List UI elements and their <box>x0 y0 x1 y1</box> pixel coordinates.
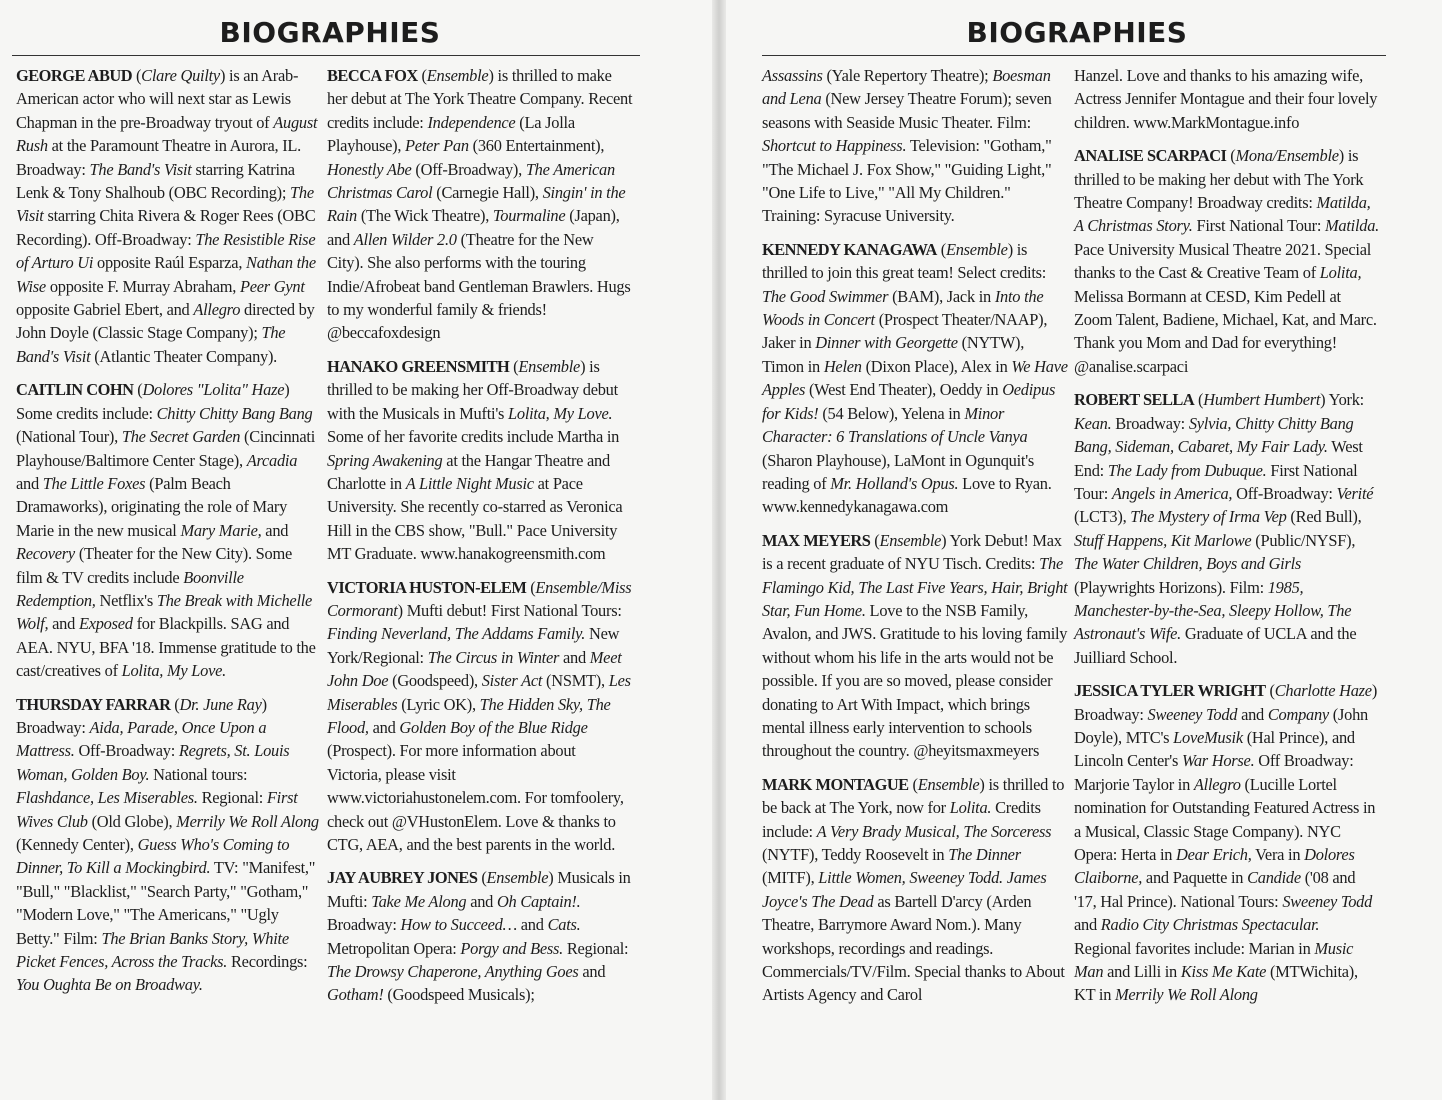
bio-text: Off-Broadway: <box>1232 483 1337 503</box>
bio-text: opposite Raúl Esparza, <box>93 253 247 273</box>
bio-entry: THURSDAY FARRAR (Dr. June Ray) Broadway: Aida, Parade, Once Upon a Mattress. Off-Broadway: Regrets, St. Louis Woman, Golden Boy. National tours: Flashdance, Les Miserables. Regional: First Wives Club (Old Globe), Merrily We Roll Along (Kennedy Center), Guess Who's Coming to Dinner, To Kill a Mockingbird. TV: "Manifest," "Bull," "Blacklist," "Search Party," "Gotham," "Modern Love," "The Americans," "Ugly Betty." Film: The Brian Banks Story, White Picket Fences, Across the Tracks. Recordings: You Oughta Be on Broadway. <box>16 694 319 995</box>
credit-title: Dear Erich, <box>1176 845 1252 864</box>
credit-title: Exposed <box>78 614 133 634</box>
credit-title: Kean. <box>1074 413 1112 433</box>
credit-title: You Oughta Be on Broadway. <box>16 975 203 995</box>
bio-text: West End: <box>1074 437 1363 480</box>
bio-text: and <box>1237 704 1268 724</box>
bio-text: Graduate of UCLA and the Juilliard School. <box>1074 624 1357 667</box>
performer-name: ANALISE SCARPACI <box>1074 146 1227 166</box>
bio-text: Recordings: <box>227 952 308 972</box>
bio-text: (Dixon Place), Alex in <box>861 356 1012 376</box>
performer-name: ROBERT SELLA <box>1074 390 1195 410</box>
credit-title: The Hidden Sky, The Flood, <box>327 694 611 737</box>
bio-text: Off-Broadway: <box>74 741 179 761</box>
credit-title: LoveMusik <box>1173 727 1243 747</box>
credit-title: Little Women, Sweeney Todd. James Joyce's The Dead <box>762 868 1047 911</box>
credit-title: Peter Pan <box>405 136 469 156</box>
role-name: Ensemble <box>945 239 1008 259</box>
bio-text: (Cincinnati Playhouse/Baltimore Center Stage), <box>16 427 316 470</box>
credit-title: Nathan the Wise <box>16 253 316 296</box>
bio-text: (Theatre for the New City). She also performs with the touring Indie/Afrobeat band Gentleman Brawlers. Hugs to my wonderful family & friends! @beccafoxdesign <box>327 229 631 343</box>
credit-title: Mary Marie, <box>180 520 262 540</box>
credit-title: War Horse. <box>1181 751 1255 771</box>
bio-text: York: <box>1325 390 1364 410</box>
credit-title: Allegro <box>1193 774 1241 794</box>
bio-entry: CAITLIN COHN (Dolores "Lolita" Haze) Some credits include: Chitty Chitty Bang Bang (National Tour), The Secret Garden (Cincinnati Playhouse/Baltimore Center Stage), Arcadia and The Little Foxes (Palm Beach Dramaworks), originating the role of Mary Marie in the new musical Mary Marie, and Recovery (Theater for the New City). Some film & TV credits include Boonville Redemption, Netflix's The Break with Michelle Wolf, and Exposed for Blackpills. SAG and AEA. NYU, BFA '18. Immense gratitude to the cast/creatives of Lolita, My Love. <box>16 380 316 681</box>
bio-text: for Blackpills. SAG and AEA. NYU, BFA '18. Immense gratitude to the cast/creatives of <box>16 614 316 681</box>
bio-text: (Atlantic Theater Company). <box>90 346 278 366</box>
credit-title: Verité <box>1336 483 1374 503</box>
bio-text: and <box>261 520 289 540</box>
credit-title: Lolita. <box>949 798 992 818</box>
bio-text: and <box>16 473 43 493</box>
bio-text: and <box>368 717 400 737</box>
bio-text: (Public/NYSF), <box>1251 530 1356 550</box>
credit-title: 1985, Manchester-by-the-Sea, Sleepy Hollow, The Astronaut's Wife. <box>1074 577 1352 644</box>
bio-entry: HANAKO GREENSMITH (Ensemble) is thrilled to be making her Off-Broadway debut with the Musicals in Mufti's Lolita, My Love. Some of her favorite credits include Martha in Spring Awakening at the Hangar Theatre and Charlotte in A Little Night Music at Pace University. She recently co-starred as Veronica Hill in the CBS show, "Bull." Pace University MT Graduate. www.hanakogreensmith.com <box>327 356 623 564</box>
credit-title: Tourmaline <box>492 206 566 226</box>
bio-text: Metropolitan Opera: <box>327 938 461 958</box>
credit-title: Lolita, <box>1319 263 1362 283</box>
bio-text: Regional favorites include: Marian in <box>1074 938 1315 958</box>
bio-text: (National Tour), <box>16 427 122 447</box>
credit-title: Oedipus for Kids! <box>762 380 1056 423</box>
bio-text: and <box>48 614 79 634</box>
credit-title: Chitty Chitty Bang Bang <box>156 403 313 423</box>
credit-title: Golden Boy of the Blue Ridge <box>399 717 588 737</box>
performer-name: KENNEDY KANAGAWA <box>762 239 937 259</box>
bio-text: (MTWichita), KT in <box>1074 962 1358 1005</box>
bio-text: (Yale Repertory Theatre); <box>822 66 993 85</box>
role-name: Ensemble <box>518 356 581 376</box>
bio-text: (Theater for the New City). Some film & TV credits include <box>16 544 293 587</box>
performer-name: GEORGE ABUD <box>16 66 133 85</box>
bio-text: (BAM), Jack in <box>888 286 995 306</box>
credit-title: The Good Swimmer <box>762 286 889 306</box>
credit-title: Take Me Along <box>371 891 467 911</box>
credit-title: Stuff Happens, Kit Marlowe <box>1074 530 1252 550</box>
credit-title: The Circus in Winter <box>427 647 560 667</box>
bio-text: and Paquette in <box>1142 868 1248 888</box>
bio-text: New York/Regional: <box>327 624 620 667</box>
bio-text: Vera in <box>1251 845 1305 864</box>
credit-title: The Secret Garden <box>121 427 241 447</box>
credit-title: Sylvia, Chitty Chitty Bang Bang, Sideman, Cabaret, My Fair Lady. <box>1074 413 1354 457</box>
performer-name: JESSICA TYLER WRIGHT <box>1074 681 1266 701</box>
credit-title: Cats. <box>547 915 581 935</box>
bio-text: Pace University Musical Theatre 2021. Special thanks to the Cast & Creative Team of <box>1074 239 1372 283</box>
credit-title: The Drowsy Chaperone, Anything Goes <box>327 962 579 982</box>
role-name: Ensemble <box>486 868 549 888</box>
page-gutter <box>712 0 726 1100</box>
bio-text: Television: "Gotham," "The Michael J. Fox Show," "Guiding Light," "One Life to Live," "All My Children." Training: Syracuse University. <box>762 136 1052 226</box>
credit-title: Minor Character: 6 Translations of Uncle Vanya <box>762 403 1028 447</box>
role-name: Clare Quilty <box>141 66 220 85</box>
credit-title: Allegro <box>193 300 241 320</box>
bio-text: and <box>466 891 497 911</box>
bio-text: (The Wick Theatre), <box>356 206 493 226</box>
credit-title: Angels in America, <box>1111 483 1233 503</box>
credit-title: Porgy and Bess. <box>460 938 563 958</box>
credit-title: Kiss Me Kate <box>1180 962 1267 982</box>
bio-entry: ROBERT SELLA (Humbert Humbert) York: Kean. Broadway: Sylvia, Chitty Chitty Bang Bang, Sideman, Cabaret, My Fair Lady. West End: The Lady from Dubuque. First National Tour: Angels in America, Off-Broadway: Verité (LCT3), The Mystery of Irma Vep (Red Bull), Stuff Happens, Kit Marlowe (Public/NYSF), The Water Children, Boys and Girls (Playwrights Horizons). Film: 1985, Manchester-by-the-Sea, Sleepy Hollow, The Astronaut's Wife. Graduate of UCLA and the Juilliard School. <box>1074 390 1374 667</box>
credit-title: August Rush <box>16 112 318 156</box>
bio-text: Regional: <box>197 788 267 808</box>
bio-text: (Prospect). For more information about Victoria, please visit www.victoriahustonelem.com. For tomfoolery, check out @VHustonElem. Love & thanks to CTG, AEA, and the best parents in the world. <box>327 741 624 854</box>
credit-title: The Break with Michelle Wolf, <box>16 590 313 634</box>
bio-text: (Prospect Theater/NAAP), Jaker in <box>762 310 1048 353</box>
right-page <box>726 0 1442 1100</box>
performer-name: MARK MONTAGUE <box>762 774 909 794</box>
bio-text: (Playwrights Horizons). Film: <box>1074 577 1268 597</box>
role-name: Humbert Humbert <box>1203 390 1321 410</box>
bio-text: (La Jolla Playhouse), <box>327 112 575 156</box>
bio-text: (Hal Prince), and Lincoln Center's <box>1074 727 1355 771</box>
bio-entry: KENNEDY KANAGAWA (Ensemble) is thrilled to join this great team! Select credits: The Good Swimmer (BAM), Jack in Into the Woods in Concert (Prospect Theater/NAAP), Jaker in Dinner with Georgette (NYTW), Timon in Helen (Dixon Place), Alex in We Have Apples (West End Theater), Oeddy in Oedipus for Kids! (54 Below), Yelena in Minor Character: 6 Translations of Uncle Vanya (Sharon Playhouse), LaMont in Ogunquit's reading of Mr. Holland's Opus. Love to Ryan. www.kennedykanagawa.com <box>762 239 1068 517</box>
bio-text: Love to Ryan. www.kennedykanagawa.com <box>762 473 1052 517</box>
credit-title: Matilda, A Christmas Story. <box>1074 193 1371 236</box>
credit-title: The Resistible Rise of Arturo Ui <box>16 229 316 273</box>
credit-title: Shortcut to Happiness. <box>762 136 907 156</box>
credit-title: The Band's Visit <box>89 159 192 179</box>
bio-text: (New Jersey Theatre Forum); seven seasons with Seaside Music Theater. Film: <box>762 89 1052 132</box>
performer-name: HANAKO GREENSMITH <box>327 356 510 376</box>
bio-text: (54 Below), Yelena in <box>818 403 965 423</box>
credit-title: The Water Children, Boys and Girls <box>1074 554 1302 574</box>
bio-text: is thrilled to be making her debut with The York Theatre Company! Broadway credits: <box>1074 146 1364 213</box>
bio-text: and <box>559 647 590 667</box>
performer-name: MAX MEYERS <box>762 530 871 550</box>
bio-text: is thrilled to make her debut at The York Theatre Company. Recent credits include: <box>327 66 633 132</box>
role-name: Ensemble <box>879 530 942 550</box>
bio-column <box>762 64 1068 1017</box>
bio-entry: BECCA FOX (Ensemble) is thrilled to make her debut at The York Theatre Company. Recent credits include: Independence (La Jolla Playhouse), Peter Pan (360 Entertainment), Honestly Abe (Off-Broadway), The American Christmas Carol (Carnegie Hall), Singin' in the Rain (The Wick Theatre), Tourmaline (Japan), and Allen Wilder 2.0 (Theatre for the New City). She also performs with the touring Indie/Afrobeat band Gentleman Brawlers. Hugs to my wonderful family & friends! @beccafoxdesign <box>327 66 633 343</box>
bio-text: (Lyric OK), <box>397 694 480 714</box>
bio-entry: JESSICA TYLER WRIGHT (Charlotte Haze) Broadway: Sweeney Todd and Company (John Doyle), MTC's LoveMusik (Hal Prince), and Lincoln Center's War Horse. Off Broadway: Marjorie Taylor in Allegro (Lucille Lortel nomination for Outstanding Featured Actress in a Musical, Classic Stage Company). NYC Opera: Herta in Dear Erich, Vera in Dolores Claiborne, and Paquette in Candide ('08 and '17, Hal Prince). National Tours: Sweeney Todd and Radio City Christmas Spectacular. Regional favorites include: Marian in Music Man and Lilli in Kiss Me Kate (MTWichita), KT in Merrily We Roll Along <box>1074 681 1378 1005</box>
bio-text: (NYTF), Teddy Roosevelt in <box>762 845 949 864</box>
credit-title: Recovery <box>16 544 75 564</box>
bio-entry: MARK MONTAGUE (Ensemble) is thrilled to be back at The York, now for Lolita. Credits include: A Very Brady Musical, The Sorceress (NYTF), Teddy Roosevelt in The Dinner (MITF), Little Women, Sweeney Todd. James Joyce's The Dead as Bartell D'arcy (Arden Theatre, Barrymore Award Nom.). Many workshops, recordings and readings. Commercials/TV/Film. Special thanks to About Artists Agency and Carol <box>762 774 1065 1005</box>
bio-text: (360 Entertainment), <box>468 136 605 156</box>
credit-title: Les Miserables <box>327 671 631 714</box>
credit-title: Spring Awakening <box>327 450 443 470</box>
bio-column <box>16 64 322 1007</box>
bio-text: (West End Theater), Oeddy in <box>805 380 1003 400</box>
bio-text: (NSMT), <box>542 671 609 691</box>
credit-title: Honestly Abe <box>327 159 412 179</box>
bio-text: and <box>1074 915 1101 935</box>
page-title: BIOGRAPHIES <box>219 16 441 49</box>
bio-text: (Goodspeed Musicals); <box>383 985 535 1005</box>
bio-text: First National Tour: <box>1192 216 1325 236</box>
title-rule <box>762 55 1386 56</box>
bio-text: is thrilled to be back at The York, now for <box>762 774 1065 818</box>
credit-title: Helen <box>823 356 862 376</box>
credit-title: Flashdance, Les Miserables. <box>16 788 198 808</box>
role-name: Charlotte Haze <box>1274 681 1372 701</box>
role-name: Dr. June Ray <box>179 694 262 714</box>
credit-title: First Wives Club <box>16 788 298 831</box>
bio-text: (Goodspeed), <box>388 671 482 691</box>
bio-text: (NYTW), Timon in <box>762 333 1025 376</box>
bio-text: Broadway: <box>16 717 90 737</box>
credit-title: A Little Night Music <box>405 473 534 493</box>
credit-title: Sister Act <box>481 671 543 691</box>
role-name: Ensemble/Miss Cormorant <box>327 577 632 620</box>
credit-title: We Have Apples <box>762 356 1068 400</box>
performer-name: VICTORIA HUSTON-ELEM <box>327 577 527 597</box>
credit-title: The Little Foxes <box>42 473 146 493</box>
credit-title: Merrily We Roll Along <box>1115 985 1258 1005</box>
credit-title: Sweeney Todd <box>1147 704 1238 724</box>
credit-title: How to Succeed… <box>400 915 517 935</box>
bio-text: Off Broadway: Marjorie Taylor in <box>1074 751 1354 794</box>
bio-text: and Lilli in <box>1103 962 1181 982</box>
bio-text: Netflix's <box>95 590 157 610</box>
bio-entry: MAX MEYERS (Ensemble) York Debut! Max is a recent graduate of NYU Tisch. Credits: The Flamingo Kid, The Last Five Years, Hair, Bright Star, Fun Home. Love to the NSB Family, Avalon, and JWS. Gratitude to his loving family without whom his life in the arts would not be possible. If you are so moved, please consider donating to Art With Impact, which brings mental illness early intervention to schools throughout the country. @heyitsmaxmeyers <box>762 530 1068 761</box>
credit-title: Regrets, St. Louis Woman, Golden Boy. <box>16 741 290 784</box>
bio-text: (MITF), <box>762 868 819 888</box>
bio-text: directed by John Doyle (Classic Stage Company); <box>16 300 315 343</box>
credit-title: The Band's Visit <box>16 323 286 366</box>
bio-text: starring Chita Rivera & Roger Rees (OBC Recording). Off-Broadway: <box>16 206 316 249</box>
credit-title: Assassins <box>762 66 823 85</box>
credit-title: Into the Woods in Concert <box>762 286 1044 330</box>
credit-title: Arcadia <box>246 450 298 470</box>
bio-text: as Bartell D'arcy (Arden Theatre, Barrymore Award Nom.). Many workshops, recordings and readings. Commercials/TV/Film. Special thanks to About Artists Agency and Carol <box>762 891 1065 1005</box>
bio-text: and <box>578 962 606 982</box>
role-name: Mona/Ensemble <box>1235 146 1339 166</box>
credit-title: Dolores Claiborne, <box>1074 845 1355 888</box>
credit-title: The Mystery of Irma Vep <box>1130 507 1287 527</box>
credit-title: Company <box>1267 704 1329 724</box>
bio-text: (LCT3), <box>1074 507 1131 527</box>
credit-title: The Flamingo Kid, The Last Five Years, Hair, Bright Star, Fun Home. <box>762 554 1068 620</box>
bio-text: Broadway: <box>1074 704 1148 724</box>
credit-title: Merrily We Roll Along <box>176 811 319 831</box>
credit-title: Aida, Parade, Once Upon a Mattress. <box>16 717 267 761</box>
credit-title: Meet John Doe <box>327 647 622 691</box>
bio-text: (Red Bull), <box>1286 507 1362 527</box>
bio-text: Musicals in Mufti: <box>327 868 631 911</box>
credit-title: Gotham! <box>327 985 384 1005</box>
credit-title: The Brian Banks Story, White Picket Fences, Across the Tracks. <box>16 928 289 972</box>
credit-title: The Dinner <box>948 845 1021 864</box>
role-name: Dolores "Lolita" Haze <box>142 380 285 400</box>
credit-title: Oh Captain!. <box>496 891 581 911</box>
bio-entry <box>1074 64 1380 134</box>
bio-text: Love to the NSB Family, Avalon, and JWS. Gratitude to his loving family without whom his life in the arts would not be possible. If you are so moved, please consider donating to Art With Impact, which brings mental illness early intervention to schools throughout the country. @heyitsmaxmeyers <box>762 600 1068 761</box>
credit-title: Candide <box>1247 868 1301 888</box>
bio-column <box>327 64 633 1017</box>
bio-entry: JAY AUBREY JONES (Ensemble) Musicals in Mufti: Take Me Along and Oh Captain!. Broadway: How to Succeed… and Cats. Metropolitan Opera: Porgy and Bess. Regional: The Drowsy Chaperone, Anything Goes and Gotham! (Goodspeed Musicals); <box>327 868 631 1005</box>
credit-title: Dinner with Georgette <box>815 333 958 353</box>
credit-title: The Lady from Dubuque. <box>1107 460 1267 480</box>
credit-title: Independence <box>427 112 516 132</box>
credit-title: Lolita, My Love. <box>121 661 226 681</box>
bio-text: opposite F. Murray Abraham, <box>45 276 240 296</box>
credit-title: Radio City Christmas Spectacular. <box>1100 915 1320 935</box>
credit-title: Boonville Redemption, <box>16 567 244 610</box>
bio-text: First National Tour: <box>1074 460 1358 503</box>
bio-text: ('08 and '17, Hal Prince). National Tours: <box>1074 868 1356 911</box>
bio-text: Melissa Bormann at CESD, Kim Pedell at Zoom Talent, Badiene, Michael, Kat, and Marc. Thank you Mom and Dad for everything! @analise.scarpaci <box>1074 286 1377 376</box>
bio-text: Mufti debut! First National Tours: <box>402 600 622 620</box>
bio-text: starring Katrina Lenk & Tony Shalhoub (OBC Recording); <box>16 159 295 203</box>
bio-text: Some of her favorite credits include Martha in <box>327 427 620 447</box>
bio-text: Regional: <box>563 938 629 958</box>
bio-entry: GEORGE ABUD (Clare Quilty) is an Arab-American actor who will next star as Lewis Chapman in the pre-Broadway tryout of August Rush at the Paramount Theatre in Aurora, IL. Broadway: The Band's Visit starring Katrina Lenk & Tony Shalhoub (OBC Recording); The Visit starring Chita Rivera & Roger Rees (OBC Recording). Off-Broadway: The Resistible Rise of Arturo Ui opposite Raúl Esparza, Nathan the Wise opposite F. Murray Abraham, Peer Gynt opposite Gabriel Ebert, and Allegro directed by John Doyle (Classic Stage Company); The Band's Visit (Atlantic Theater Company). <box>16 66 318 366</box>
title-rule <box>12 55 640 56</box>
bio-text: National tours: <box>149 764 248 784</box>
bio-text: Broadway: <box>1111 413 1189 433</box>
credit-title: Allen Wilder 2.0 <box>353 229 457 249</box>
bio-text: is an Arab-American actor who will next star as Lewis Chapman in the pre-Broadway tryout of <box>16 66 299 132</box>
bio-text: (Old Globe), <box>87 811 177 831</box>
credit-title: Music Man <box>1074 938 1354 982</box>
bio-text: TV: "Manifest," "Bull," "Blacklist," "Search Party," "Gotham," "Modern Love," "The Americans," "Ugly Betty." Film: <box>16 858 316 948</box>
bio-text: opposite Gabriel Ebert, and <box>16 300 194 320</box>
credit-title: Finding Neverland, The Addams Family. <box>327 624 586 644</box>
bio-text: (Sharon Playhouse), LaMont in Ogunquit's reading of <box>762 450 1035 493</box>
bio-text: (John Doyle), MTC's <box>1074 704 1368 747</box>
bio-entry <box>762 64 1068 228</box>
bio-text: and <box>516 915 548 935</box>
credit-title: Sweeney Todd <box>1282 891 1373 911</box>
bio-entry: VICTORIA HUSTON-ELEM (Ensemble/Miss Cormorant) Mufti debut! First National Tours: Finding Neverland, The Addams Family. New York/Regional: The Circus in Winter and Meet John Doe (Goodspeed), Sister Act (NSMT), Les Miserables (Lyric OK), The Hidden Sky, The Flood, and Golden Boy of the Blue Ridge (Prospect). For more information about Victoria, please visit www.victoriahustonelem.com. For tomfoolery, check out @VHustonElem. Love & thanks to CTG, AEA, and the best parents in the world. <box>327 577 632 854</box>
bio-text: (Palm Beach Dramaworks), originating the role of Mary Marie in the new musical <box>16 473 288 540</box>
bio-text: (Kennedy Center), <box>16 835 138 854</box>
performer-name: CAITLIN COHN <box>16 380 134 400</box>
credit-title: Lolita, My Love. <box>508 403 613 423</box>
bio-text: at the Hangar Theatre and Charlotte in <box>327 450 610 493</box>
bio-text: (Off-Broadway), <box>411 159 526 179</box>
performer-name: JAY AUBREY JONES <box>327 868 478 888</box>
credit-title: Singin' in the Rain <box>327 183 626 226</box>
role-name: Ensemble <box>426 66 489 85</box>
credit-title: Mr. Holland's Opus. <box>830 473 959 493</box>
bio-text: Hanzel. Love and thanks to his amazing wife, Actress Jennifer Montague and their four lovely children. www.MarkMontague.info <box>1074 66 1378 132</box>
page-title: BIOGRAPHIES <box>966 16 1188 49</box>
performer-name: BECCA FOX <box>327 66 418 85</box>
role-name: Ensemble <box>917 774 980 794</box>
bio-text: Some credits include: <box>16 403 157 423</box>
bio-text: York Debut! Max is a recent graduate of NYU Tisch. Credits: <box>762 530 1062 574</box>
performer-name: THURSDAY FARRAR <box>16 694 171 714</box>
bio-text: Credits include: <box>762 798 1041 841</box>
bio-text: at Pace University. She recently co-starred as Veronica Hill in the CBS show, "Bull." Pace University MT Graduate. www.hanakogreensmith.com <box>327 473 623 564</box>
bio-column <box>1074 64 1380 1017</box>
bio-text: is thrilled to join this great team! Select credits: <box>762 239 1047 283</box>
credit-title: A Very Brady Musical, The Sorceress <box>816 821 1052 841</box>
bio-text: is thrilled to be making her Off-Broadway debut with the Musicals in Mufti's <box>327 356 618 423</box>
bio-text: (Lucille Lortel nomination for Outstanding Featured Actress in a Musical, Classic Stage Company). NYC Opera: Herta in <box>1074 774 1376 864</box>
credit-title: Boesman and Lena <box>762 66 1051 109</box>
credit-title: The Visit <box>16 183 314 226</box>
bio-text: (Carnegie Hall), <box>432 183 543 203</box>
credit-title: Peer Gynt <box>239 276 305 296</box>
bio-text: (Japan), and <box>327 206 620 249</box>
credit-title: Guess Who's Coming to Dinner, To Kill a Mockingbird. <box>16 835 290 878</box>
bio-text: at the Paramount Theatre in Aurora, IL. Broadway: <box>16 136 302 179</box>
bio-entry: ANALISE SCARPACI (Mona/Ensemble) is thrilled to be making her debut with The York Theatre Company! Broadway credits: Matilda, A Christmas Story. First National Tour: Matilda. Pace University Musical Theatre 2021. Special thanks to the Cast & Creative Team of Lolita, Melissa Bormann at CESD, Kim Pedell at Zoom Talent, Badiene, Michael, Kat, and Marc. Thank you Mom and Dad for everything! @analise.scarpaci <box>1074 146 1379 376</box>
credit-title: Matilda. <box>1324 216 1379 236</box>
left-page <box>0 0 712 1100</box>
bio-text: Broadway: <box>327 915 401 935</box>
credit-title: The American Christmas Carol <box>327 159 615 203</box>
